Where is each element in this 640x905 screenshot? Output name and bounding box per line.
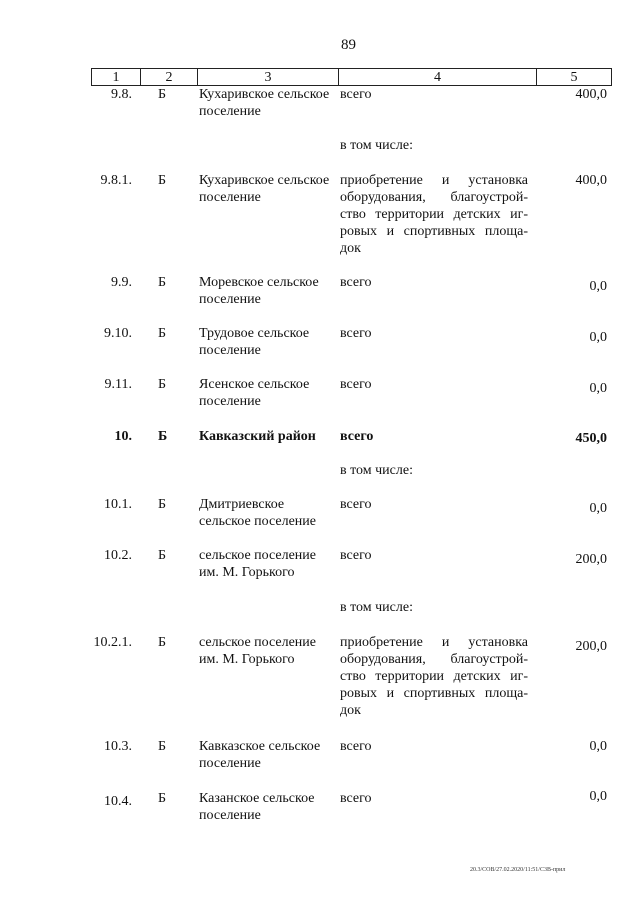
subheading-including: в том числе: — [340, 600, 413, 615]
row-value: 0,0 — [589, 739, 607, 754]
row-description: всего — [340, 429, 374, 444]
row-value: 0,0 — [589, 381, 607, 396]
row-category: Б — [158, 275, 167, 290]
row-name: Ясенское сельское поселение — [199, 377, 310, 409]
row-name: Кавказский район — [199, 429, 316, 444]
row-category: Б — [158, 377, 167, 392]
row-name: Моревское сельское поселение — [199, 275, 319, 307]
row-number: 10.3. — [104, 739, 132, 754]
row-description: приобретение и установка оборудования, благоустрой-ство территории детских иг-ровых и спортивных площа-док — [340, 173, 528, 256]
subheading-including: в том числе: — [340, 463, 413, 478]
row-number: 10.2. — [104, 548, 132, 563]
row-value: 450,0 — [575, 431, 607, 446]
row-name: Дмитриевское сельское поселение — [199, 497, 316, 529]
document-code: 20.3/COB/27.02.2020/11:51/C3B-прил — [470, 867, 566, 873]
row-name: сельское поселение им. М. Горького — [199, 635, 316, 667]
row-value: 200,0 — [575, 639, 607, 654]
row-name: Кухаривское сельское поселение — [199, 173, 330, 205]
header-col-5: 5 — [570, 70, 578, 85]
row-number: 10.1. — [104, 497, 132, 512]
row-name: Трудовое сельское поселение — [199, 326, 310, 358]
table-header — [91, 68, 612, 86]
row-name: сельское поселение им. М. Горького — [199, 548, 316, 580]
header-col-1: 1 — [92, 69, 141, 85]
row-value: 400,0 — [575, 87, 607, 102]
row-number: 9.8. — [111, 87, 132, 102]
header-col-4: 4 — [339, 69, 537, 85]
row-description: всего — [340, 739, 372, 754]
row-value: 200,0 — [575, 552, 607, 567]
row-name: Кавказское сельское поселение — [199, 739, 321, 771]
subheading-including: в том числе: — [340, 138, 413, 153]
row-category: Б — [158, 548, 167, 563]
header-col-2: 2 — [141, 69, 198, 85]
row-number: 10.4. — [104, 794, 132, 809]
row-value: 400,0 — [575, 173, 607, 188]
row-number: 10.2.1. — [93, 635, 132, 650]
row-name: Кухаривское сельское поселение — [199, 87, 330, 119]
row-description: всего — [340, 791, 372, 806]
row-value: 0,0 — [589, 330, 607, 345]
row-number: 9.8.1. — [100, 173, 132, 188]
header-col-3: 3 — [198, 69, 339, 85]
row-description: всего — [340, 87, 372, 102]
row-value: 0,0 — [589, 279, 607, 294]
row-category: Б — [158, 635, 167, 650]
row-description: всего — [340, 275, 372, 290]
row-category: Б — [158, 87, 167, 102]
row-description: приобретение и установка оборудования, благоустрой-ство территории детских иг-ровых и спортивных площа-док — [340, 635, 528, 718]
row-description: всего — [340, 548, 372, 563]
row-category: Б — [158, 497, 167, 512]
row-value: 0,0 — [589, 789, 607, 804]
row-category: Б — [158, 326, 167, 341]
row-description: всего — [340, 377, 372, 392]
row-value: 0,0 — [589, 501, 607, 516]
row-category: Б — [158, 173, 167, 188]
row-number: 9.10. — [104, 326, 132, 341]
row-description: всего — [340, 497, 372, 512]
row-category: Б — [158, 429, 168, 444]
row-number: 10. — [114, 429, 132, 444]
row-description: всего — [340, 326, 372, 341]
row-number: 9.9. — [111, 275, 132, 290]
row-category: Б — [158, 791, 167, 806]
page-number: 89 — [341, 37, 356, 53]
row-name: Казанское сельское поселение — [199, 791, 315, 823]
row-category: Б — [158, 739, 167, 754]
row-number: 9.11. — [104, 377, 132, 392]
